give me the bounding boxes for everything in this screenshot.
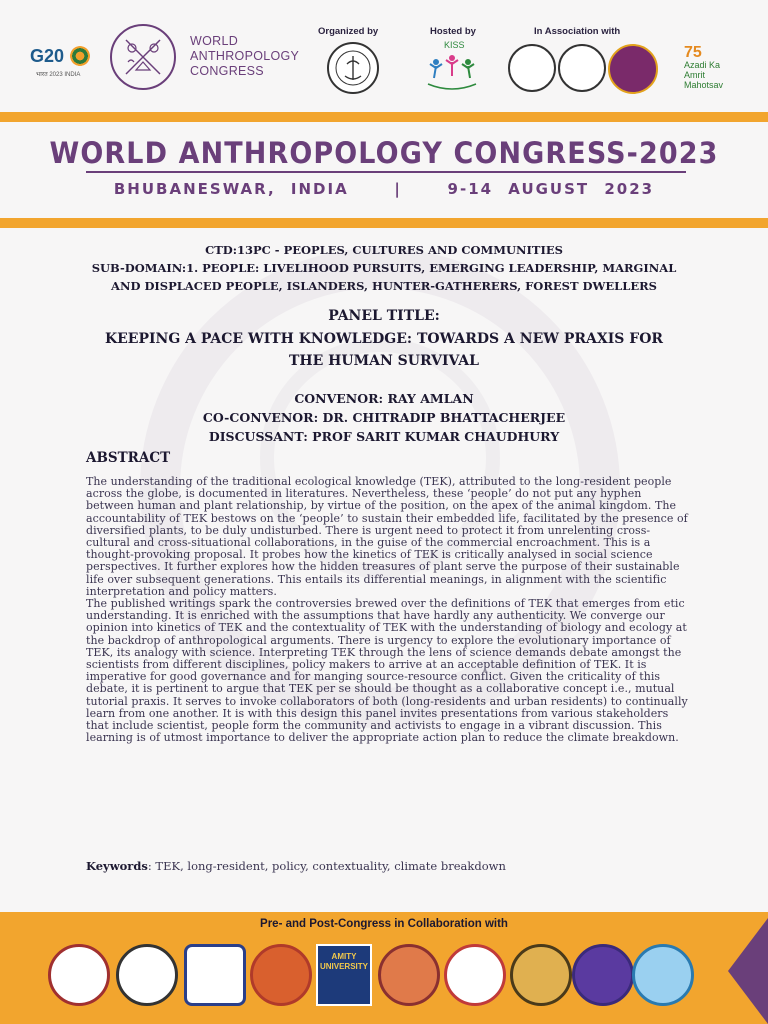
keywords-line bbox=[86, 859, 506, 873]
dates-text: 9-14 AUGUST 2023 bbox=[447, 180, 655, 198]
wac-emblem-logo bbox=[110, 24, 176, 90]
g20-logo-subtext: भारत 2023 INDIA bbox=[36, 72, 81, 78]
title-underline bbox=[86, 171, 686, 173]
collaborator-seal-2 bbox=[116, 944, 178, 1006]
orange-divider-top bbox=[0, 112, 768, 122]
panel-people bbox=[0, 389, 768, 446]
abstract-heading: ABSTRACT bbox=[86, 450, 171, 466]
collaborator-seal-6 bbox=[378, 944, 440, 1006]
organized-by-label: Organized by bbox=[318, 26, 379, 37]
collaborator-seal-8 bbox=[510, 944, 572, 1006]
co-convenor-line: CO-CONVENOR: DR. CHITRADIP BHATTACHERJEE bbox=[202, 410, 566, 425]
collaboration-footer bbox=[0, 912, 768, 1024]
wac-name-line: CONGRESS bbox=[190, 64, 264, 78]
congress-title: WORLD ANTHROPOLOGY CONGRESS-2023 bbox=[49, 136, 719, 170]
amity-university-logo bbox=[316, 944, 372, 1006]
lotus-icon bbox=[70, 46, 90, 66]
amity-logo-text: AMITY UNIVERSITY bbox=[319, 952, 368, 971]
panel-content bbox=[0, 228, 768, 912]
sub-domain-line: AND DISPLACED PEOPLE, ISLANDERS, HUNTER-GATHERERS, FOREST DWELLERS bbox=[111, 279, 657, 293]
azadi-75-text: 75 bbox=[684, 44, 702, 61]
collaborator-seal-7 bbox=[444, 944, 506, 1006]
abstract-paragraph: The published writings spark the controversies brewed over the definitions of TEK that emerges from etic understanding. It is enriched with the assumptions that have hardly any authenticity. We converge our opinion into kinetics of TEK and the contextuality of TEK with the understanding of biology and ecology at the backdrop of anthropological arguments. There is urgency to explore the evolutionary importance of TEK, its analogy with science. Interpreting TEK through the lens of science demands debate amongst the scientists from different disciplines, policy makers to arrive at an acceptable definition of TEK. It is imperative for good governance and for manging source-resource conflict. Given the criticality of this debate, it is pertinent to argue that TEK per se should be thought as a collaborative concept i.e., mutual tutorial praxis. It serves to invoke collaborators of both (long-residents and urban residents) to continually learn from one another. It is with this design this panel invites presentations from various stakeholders that include scientist, people form the community and activists to engage in a vibrant discussion. This learning is of utmost importance to deliver the appropriate action plan to reduce the climate breakdown. bbox=[86, 597, 688, 745]
sub-domain-line: SUB-DOMAIN:1. PEOPLE: LIVELIHOOD PURSUITS, EMERGING LEADERSHIP, MARGINAL bbox=[91, 261, 677, 275]
g20-logo-text: G20 bbox=[30, 46, 65, 66]
hosted-by-label: Hosted by bbox=[430, 26, 476, 37]
keywords-label: Keywords bbox=[86, 859, 148, 873]
azadi-ka-amrit-mahotsav-logo bbox=[684, 44, 742, 90]
utkal-university-seal bbox=[508, 44, 556, 92]
association-seal-2 bbox=[558, 44, 606, 92]
collaborator-seal-1 bbox=[48, 944, 110, 1006]
wac-name-line: WORLD bbox=[190, 34, 239, 48]
location-text: BHUBANESWAR, INDIA bbox=[113, 180, 349, 198]
panel-title-label: PANEL TITLE: bbox=[328, 308, 440, 324]
panel-title bbox=[70, 328, 698, 372]
kiss-logo bbox=[422, 40, 482, 96]
organizer-seal-logo bbox=[327, 42, 379, 94]
g20-logo bbox=[30, 44, 90, 78]
header-logo-bar bbox=[0, 0, 768, 112]
keywords-values: : TEK, long-resident, policy, contextuality, climate breakdown bbox=[147, 859, 506, 873]
azadi-line-text: Amrit Mahotsav bbox=[684, 70, 724, 90]
collaborator-seal-3 bbox=[184, 944, 246, 1006]
abstract-paragraph: The understanding of the traditional ecological knowledge (TEK), attributed to the long-resident people across the globe, is documented in literatures. Nevertheless, these ‘people’ do not put any hyphen between human and plant relationship, by virtue of the position, on the apex of the animal kingdom. The accountability of TEK bestows on the ‘people’ to sustain their embedded life, facilitated by the presence of diversified plants, to be duly undisturbed. There is urgent need to protect it from unrelenting cross-cultural and cross-situational collaborations, in the guise of the commercial encroachment. This is a thought-provoking proposal. It probes how the kinetics of TEK is critically analysed in social science perspectives. It further explores how the hidden treasures of plant serve the purpose of their sustainable life over subsequent generations. This entails its differential meanings, in alignment with the scientific interpretation and policy matters. bbox=[86, 475, 688, 598]
subtitle-separator: | bbox=[394, 180, 402, 198]
kiss-logo-text: KISS bbox=[444, 40, 465, 50]
orange-divider-mid bbox=[0, 218, 768, 228]
panel-title-line: KEEPING A PACE WITH KNOWLEDGE: TOWARDS A NEW PRAXIS FOR bbox=[104, 331, 664, 347]
azadi-line-text: Azadi Ka bbox=[684, 60, 721, 70]
discussant-line: DISCUSSANT: PROF SARIT KUMAR CHAUDHURY bbox=[208, 429, 560, 444]
ctd-heading bbox=[0, 241, 768, 295]
location-date-subtitle bbox=[0, 180, 768, 198]
purple-corner-triangle bbox=[728, 918, 768, 1024]
centenary-100-years-logo bbox=[608, 44, 658, 94]
convenor-line: CONVENOR: RAY AMLAN bbox=[294, 391, 474, 406]
collaborator-seal-9 bbox=[572, 944, 634, 1006]
footer-collaboration-label: Pre- and Post-Congress in Collaboration with bbox=[260, 918, 508, 930]
abstract-body bbox=[86, 476, 692, 744]
in-association-label: In Association with bbox=[534, 26, 621, 37]
panel-title-line: THE HUMAN SURVIVAL bbox=[288, 353, 479, 369]
wac-name-line: ANTHROPOLOGY bbox=[190, 49, 300, 63]
manipur-university-seal bbox=[250, 944, 312, 1006]
wac-name-text bbox=[190, 34, 299, 79]
ctd-line: CTD:13PC - PEOPLES, CULTURES AND COMMUNITIES bbox=[205, 243, 563, 257]
collaborator-seal-10 bbox=[632, 944, 694, 1006]
